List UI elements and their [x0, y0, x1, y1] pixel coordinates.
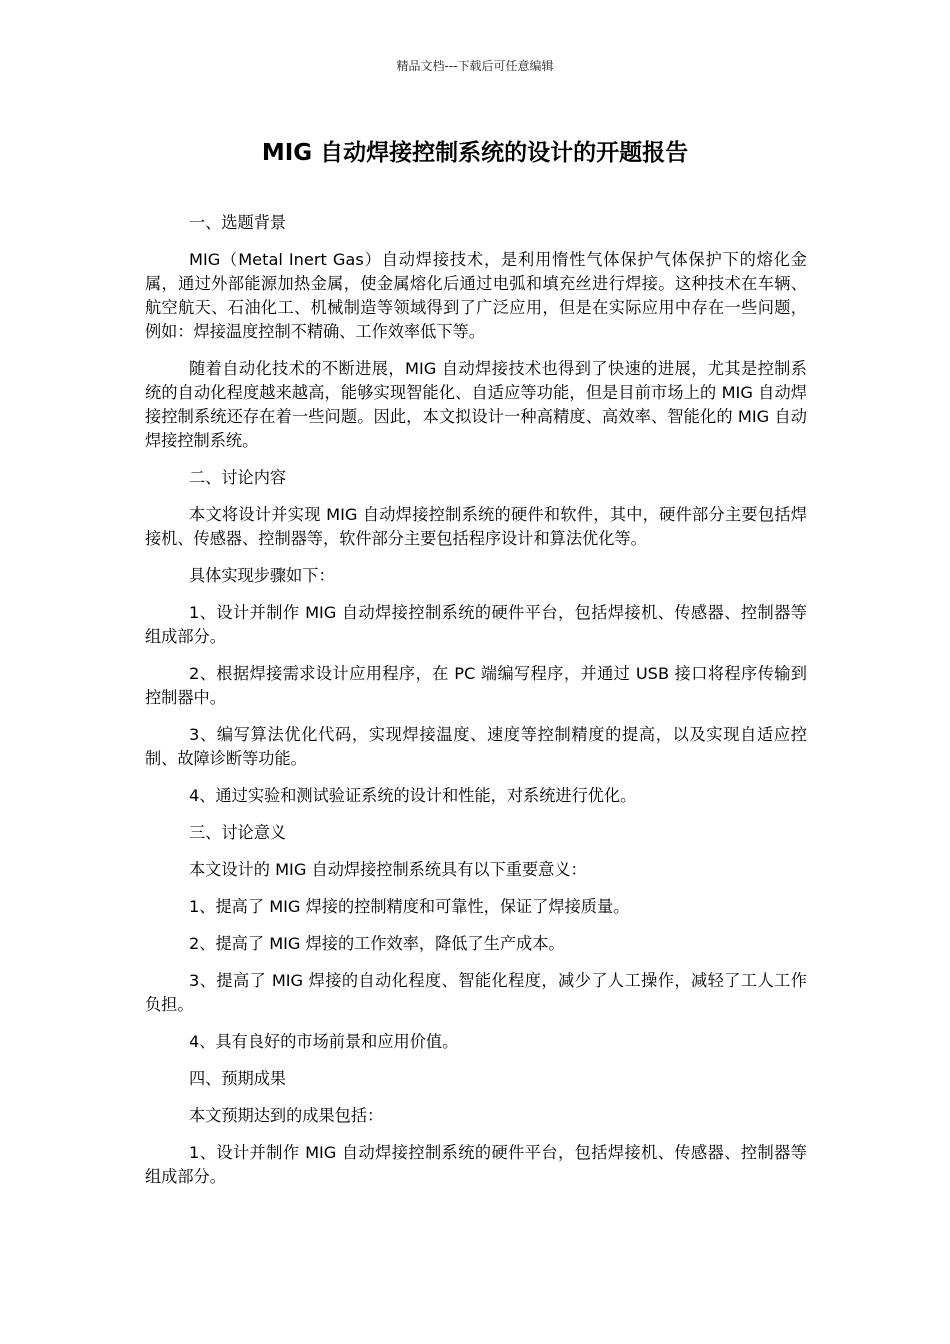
- paragraph: 具体实现步骤如下：: [189, 566, 335, 585]
- list-item: 2、提高了 MIG 焊接的工作效率，降低了生产成本。: [189, 934, 565, 953]
- list-item: 1、设计并制作 MIG 自动焊接控制系统的硬件平台，包括焊接机、传感器、控制器等组成部分。: [145, 1143, 807, 1186]
- paragraph: 随着自动化技术的不断进展，MIG 自动焊接技术也得到了快速的进展，尤其是控制系统的自动化程度越来越高，能够实现智能化、自适应等功能，但是目前市场上的 MIG 自动焊接控制系统还存在着一些问题。因此，本文拟设计一种高精度、高效率、智能化的 MIG 自动焊接控制系统。: [145, 359, 807, 450]
- list-item: 3、编写算法优化代码，实现焊接温度、速度等控制精度的提高，以及实现自适应控制、故障诊断等功能。: [145, 725, 807, 768]
- list-item: 1、设计并制作 MIG 自动焊接控制系统的硬件平台，包括焊接机、传感器、控制器等组成部分。: [145, 603, 807, 646]
- list-item: 2、根据焊接需求设计应用程序，在 PC 端编写程序，并通过 USB 接口将程序传输到控制器中。: [145, 664, 807, 707]
- section-heading-content: 二、讨论内容: [189, 468, 287, 487]
- page-header: 精品文档---下载后可任意编辑: [396, 59, 554, 73]
- list-item: 1、提高了 MIG 焊接的控制精度和可靠性，保证了焊接质量。: [189, 897, 630, 916]
- document-title: MIG 自动焊接控制系统的设计的开题报告: [261, 140, 689, 166]
- list-item: 4、通过实验和测试验证系统的设计和性能，对系统进行优化。: [189, 786, 637, 805]
- section-heading-outcomes: 四、预期成果: [189, 1069, 287, 1088]
- paragraph: MIG（Metal Inert Gas）自动焊接技术，是利用惰性气体保护气体保护下的熔化金属，通过外部能源加热金属，使金属熔化后通过电弧和填充丝进行焊接。这种技术在车辆、航空航天、石油化工、机械制造等领域得到了广泛应用，但是在实际应用中存在一些问题，例如：焊接温度控制不精确、工作效率低下等。: [145, 250, 807, 341]
- list-item: 4、具有良好的市场前景和应用价值。: [189, 1032, 459, 1051]
- paragraph: 本文预期达到的成果包括：: [189, 1106, 384, 1125]
- section-heading-background: 一、选题背景: [189, 213, 287, 232]
- paragraph: 本文将设计并实现 MIG 自动焊接控制系统的硬件和软件，其中，硬件部分主要包括焊接机、传感器、控制器等，软件部分主要包括程序设计和算法优化等。: [145, 505, 807, 548]
- section-heading-significance: 三、讨论意义: [189, 823, 287, 842]
- paragraph: 本文设计的 MIG 自动焊接控制系统具有以下重要意义：: [189, 860, 587, 879]
- document-body: [145, 211, 807, 1202]
- list-item: 3、提高了 MIG 焊接的自动化程度、智能化程度，减少了人工操作，减轻了工人工作负担。: [145, 971, 807, 1014]
